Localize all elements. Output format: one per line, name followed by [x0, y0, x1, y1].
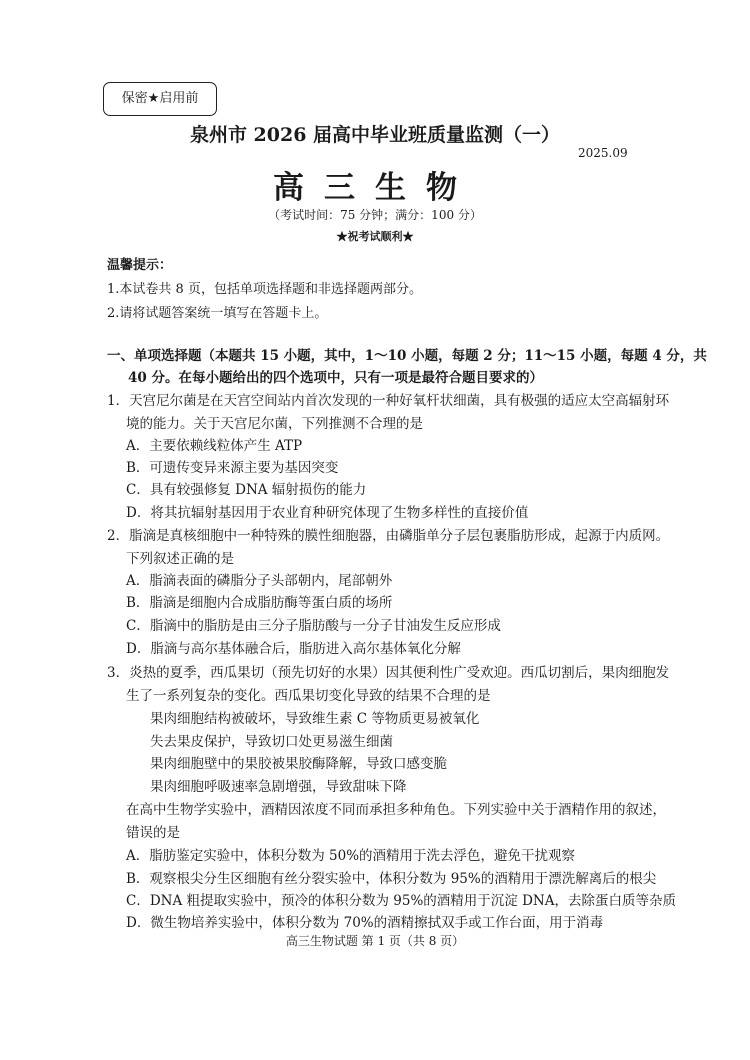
q4-option-d: D．微生物培养实验中，体积分数为 70%的酒精擦拭双手或工作台面，用于消毒	[126, 915, 604, 931]
q2-option-b: B．脂滴是细胞内合成脂肪酶等蛋白质的场所	[126, 595, 393, 611]
q2-stem-line2: 下列叙述正确的是	[126, 551, 234, 567]
tip-item-2: 2.请将试题答案统一填写在答题卡上。	[107, 306, 328, 321]
tips-heading: 温馨提示：	[107, 258, 173, 273]
q4-option-c: C．DNA 粗提取实验中，预冷的体积分数为 95%的酒精用于沉淀 DNA，去除蛋白质等杂质	[126, 893, 676, 909]
q1-option-d: D．将其抗辐射基因用于农业育种研究体现了生物多样性的直接价值	[126, 505, 529, 521]
q3-stem-line2: 生了一系列复杂的变化。西瓜果切变化导致的结果不合理的是	[126, 688, 491, 704]
q4-option-b: B．观察根尖分生区细胞有丝分裂实验中，体积分数为 95%的酒精用于漂洗解离后的根尖	[126, 871, 657, 887]
q1-stem-line1: 1．天宫尼尔菌是在天宫空间站内首次发现的一种好氧杆状细菌，具有极强的适应太空高辐射环	[107, 393, 670, 409]
q2-stem-line1: 2．脂滴是真核细胞中一种特殊的膜性细胞器，由磷脂单分子层包裹脂肪形成，起源于内质网。	[107, 528, 670, 544]
q1-stem-line2: 境的能力。关于天宫尼尔菌，下列推测不合理的是	[126, 416, 423, 432]
q4-stem-line1: 在高中生物学实验中，酒精因浓度不同而承担多种角色。下列实验中关于酒精作用的叙述，	[126, 802, 666, 818]
q4-option-a: A．脂肪鉴定实验中，体积分数为 50%的酒精用于洗去浮色，避免干扰观察	[126, 848, 576, 864]
section-heading-line2: 40 分。在每小题给出的四个选项中，只有一项是最符合题目要求的）	[128, 370, 543, 386]
q2-option-d: D．脂滴与高尔基体融合后，脂肪进入高尔基体氧化分解	[126, 641, 461, 657]
q2-option-a: A．脂滴表面的磷脂分子头部朝内，尾部朝外	[126, 573, 393, 589]
q3-option-3: 果肉细胞壁中的果胶被果胶酶降解，导致口感变脆	[150, 756, 447, 772]
q3-option-1: 果肉细胞结构被破坏，导致维生素 C 等物质更易被氧化	[150, 711, 480, 727]
q2-option-c: C．脂滴中的脂肪是由三分子脂肪酸与一分子甘油发生反应形成	[126, 618, 501, 634]
confidential-stamp: 保密★启用前	[103, 82, 217, 116]
exam-meta: （考试时间：75 分钟；满分：100 分）	[268, 208, 482, 222]
section-heading-line1: 一、单项选择题（本题共 15 小题，其中，1～10 小题，每题 2 分；11～15 小题，每题 4 分，共	[107, 348, 707, 364]
q3-option-4: 果肉细胞呼吸速率急剧增强，导致甜味下降	[150, 779, 407, 795]
q3-stem-line1: 3．炎热的夏季，西瓜果切（预先切好的水果）因其便利性广受欢迎。西瓜切割后，果肉细胞发	[107, 665, 670, 681]
q1-option-b: B．可遗传变异来源主要为基因突变	[126, 460, 339, 476]
q4-stem-line2: 错误的是	[126, 825, 180, 841]
good-luck-line: ★祝考试顺利★	[336, 230, 414, 243]
exam-title: 泉州市 2026 届高中毕业班质量监测（一）	[189, 124, 561, 146]
subject-title: 高三生物	[273, 170, 477, 206]
q1-option-c: C．具有较强修复 DNA 辐射损伤的能力	[126, 482, 367, 498]
q3-option-2: 失去果皮保护，导致切口处更易滋生细菌	[150, 734, 393, 750]
exam-date: 2025.09	[578, 146, 628, 160]
page-footer: 高三生物试题 第 1 页（共 8 页）	[285, 934, 465, 948]
q1-option-a: A．主要依赖线粒体产生 ATP	[126, 438, 303, 454]
tip-item-1: 1.本试卷共 8 页，包括单项选择题和非选择题两部分。	[107, 282, 422, 297]
